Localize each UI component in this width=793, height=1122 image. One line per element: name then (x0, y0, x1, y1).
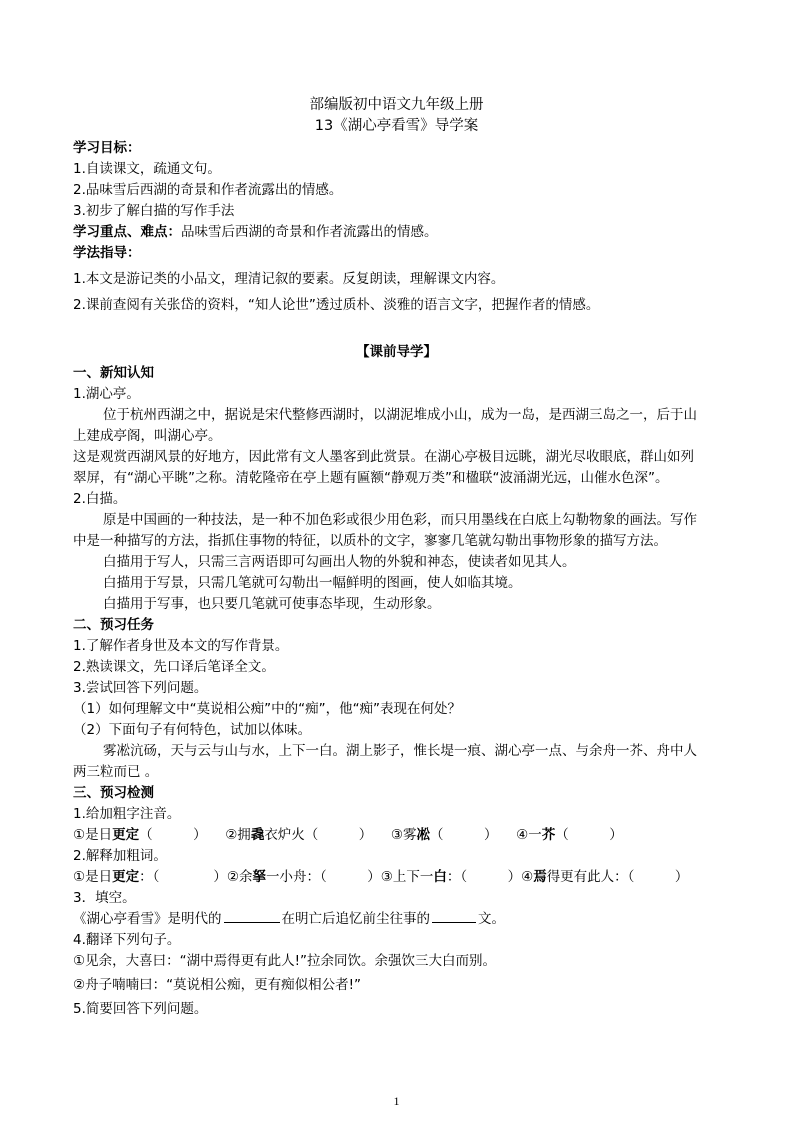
part2-heading: 二、预习任务 (73, 617, 154, 633)
part2-line: 1.了解作者身世及本文的写作背景。 (73, 638, 289, 654)
objective-item: 1.自读课文，疏通文句。 (73, 161, 221, 177)
title-line-2: 13《湖心亭看雪》导学案 (314, 118, 479, 134)
q2-item-text: ④ (521, 869, 534, 885)
q2-item-text: ②余 (226, 869, 253, 885)
part2-line: 两三粒而已 。 (73, 764, 159, 780)
q5-label: 5.简要回答下列问题。 (73, 1001, 208, 1017)
part1-line: 上建成亭阁，叫湖心亭。 (73, 428, 222, 444)
q1-answer-blank[interactable]: （ ） (555, 827, 623, 843)
part1-line: 中是一种描写的方法，指抓住事物的特征，以质朴的文字，寥寥几笔就勾勒出事物形象的描写方法。 (73, 533, 667, 549)
q1-item-text: ③雾 (390, 827, 417, 843)
part1-line: 白描用于写人，只需三言两语即可勾画出人物的外貌和神态，使读者如见其人。 (103, 554, 576, 570)
q2-bold-word: 焉 (533, 869, 547, 885)
part1-line: 2.白描。 (73, 491, 127, 507)
q1-items (73, 826, 623, 844)
part2-line: 3.尝试回答下列问题。 (73, 680, 208, 696)
q1-answer-blank[interactable]: （ ） (430, 827, 498, 843)
q2-answer-blank[interactable]: 一小舟：（ ） (265, 869, 381, 885)
q1-label: 1.给加粗字注音。 (73, 806, 181, 822)
q2-item-text: ③上下一 (380, 869, 434, 885)
q4-sentence: ②舟子喃喃曰：“莫说相公痴，更有痴似相公者!” (73, 977, 362, 993)
page-number: 1 (393, 1094, 400, 1108)
objective-item: 2.品味雪后西湖的奇景和作者流露出的情感。 (73, 182, 343, 198)
q2-answer-blank[interactable]: ：（ ） (446, 869, 522, 885)
part1-line: 这是观赏西湖风景的好地方，因此常有文人墨客到此赏景。在湖心亭极目远眺，湖光尽收眼底，群山如列 (73, 449, 694, 465)
part1-line: 白描用于写景，只需几笔就可勾勒出一幅鲜明的图画，使人如临其境。 (103, 575, 522, 591)
q2-item-text: ①是日 (73, 869, 113, 885)
method-heading: 学法指导： (73, 245, 141, 261)
q2-bold-word: 拏 (252, 869, 266, 885)
q2-bold-word: 白 (433, 869, 447, 885)
part1-line: 原是中国画的一种技法，是一种不加色彩或很少用色彩，而只用墨线在白底上勾勒物象的画法。写作 (103, 512, 697, 528)
section-title: 【课前导学】 (356, 344, 437, 360)
key-points-text: 品味雪后西湖的奇景和作者流露出的情感。 (181, 224, 438, 240)
q2-label: 2.解释加粗词。 (73, 848, 167, 864)
q3-label: 3．填空。 (73, 890, 136, 906)
q4-label: 4.翻译下列句子。 (73, 932, 181, 948)
q3-text: 文。 (478, 911, 505, 927)
q1-item-text: ②拥 (225, 827, 251, 843)
objective-item: 3.初步了解白描的写作手法 (73, 203, 235, 219)
part2-line: 雾凇沆砀，天与云与山与水，上下一白。湖上影子，惟长堤一痕、湖心亭一点、与余舟一芥、舟中人 (103, 743, 697, 759)
q2-answer-blank[interactable]: ：（ ） (139, 869, 227, 885)
q4-sentence: ①见余，大喜曰：“湖中焉得更有此人!”拉余同饮。余强饮三大白而别。 (73, 953, 497, 969)
part3-heading: 三、预习检测 (73, 785, 154, 801)
q2-items (73, 868, 688, 886)
part1-line: 位于杭州西湖之中，据说是宋代整修西湖时，以湖泥堆成小山，成为一岛，是西湖三岛之一，后于山 (103, 407, 697, 423)
q3-text: 在明亡后追忆前尘往事的 (281, 911, 430, 927)
title-line-1: 部编版初中语文九年级上册 (309, 97, 484, 113)
q1-bold-word: 毳 (250, 827, 265, 843)
part1-line: 翠屏，有“湖心平眺”之称。清乾隆帝在亭上题有匾额“静观万类”和楹联“波涌湖光远，山催水色深”。 (73, 470, 669, 486)
method-item: 2.课前查阅有关张岱的资料，“知人论世”透过质朴、淡雅的语言文字，把握作者的情感。 (73, 297, 600, 313)
q1-answer-blank[interactable]: （ ） (139, 827, 207, 843)
q1-bold-word: 芥 (541, 827, 556, 843)
q3-blank-genre[interactable] (432, 910, 476, 923)
q3-text: 《湖心亭看雪》是明代的 (73, 911, 222, 927)
part1-heading: 一、新知认知 (73, 365, 154, 381)
part1-line: 白描用于写事，也只要几笔就可使事态毕现，生动形象。 (103, 596, 441, 612)
objectives-heading: 学习目标： (73, 140, 141, 156)
q3-blank-author[interactable] (224, 910, 280, 923)
part2-line: （2）下面句子有何特色，试加以体味。 (73, 722, 312, 738)
key-points-line (73, 223, 438, 241)
q1-item-text: ①是日 (73, 827, 113, 843)
q1-bold-word: 更定 (112, 827, 140, 843)
q1-item-text: ④一 (516, 827, 542, 843)
key-points-label: 学习重点、难点： (73, 224, 181, 240)
part2-line: 2.熟读课文，先口译后笔译全文。 (73, 659, 275, 675)
q3-line (73, 910, 505, 928)
part2-line: （1）如何理解文中“莫说相公痴”中的“痴”，他“痴”表现在何处？ (73, 701, 462, 717)
q1-bold-word: 凇 (416, 827, 431, 843)
q1-answer-blank[interactable]: 衣炉火（ ） (264, 827, 373, 843)
part1-line: 1.湖心亭。 (73, 386, 140, 402)
method-item: 1.本文是游记类的小品文，理清记叙的要素。反复朗读，理解课文内容。 (73, 271, 505, 287)
q2-answer-blank[interactable]: 得更有此人：（ ） (546, 869, 689, 885)
q2-bold-word: 更定 (112, 869, 140, 885)
